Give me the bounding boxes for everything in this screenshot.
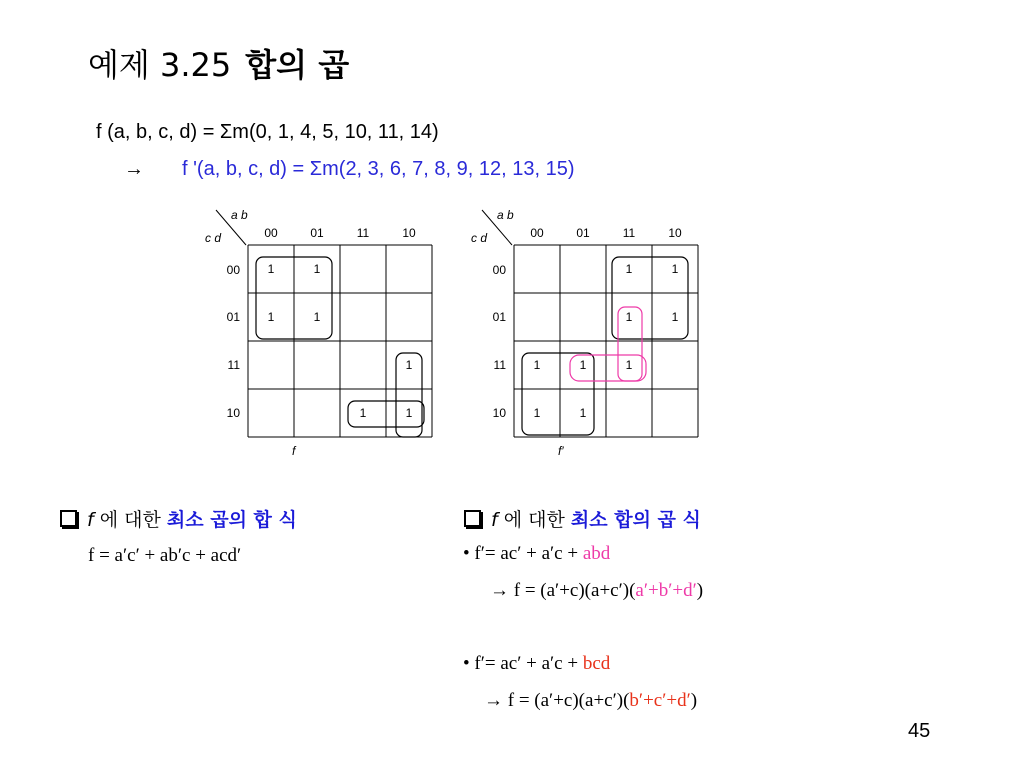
kmap-grid [248, 245, 432, 437]
right-heading [464, 505, 701, 532]
kmap-row-label: 01 [492, 310, 506, 324]
checkbox-bullet-icon [60, 510, 77, 527]
kmap-cell-value: 1 [579, 358, 587, 372]
kmap-cell-value: 1 [625, 262, 633, 276]
result-1-end: ) [696, 580, 704, 601]
kmap-corner-ab: a b [231, 208, 248, 222]
kmap-cell-value: 1 [579, 406, 587, 420]
kmap-row-label: 00 [492, 263, 506, 277]
bullet-2-term: bcd [582, 653, 611, 674]
kmap-col-label: 11 [622, 226, 636, 240]
arrow-icon: → [490, 580, 509, 601]
kmap-col-label: 11 [356, 226, 370, 240]
kmap-cell-value: 1 [267, 262, 275, 276]
kmap-cell-value: 1 [671, 310, 679, 324]
complement-definition [124, 158, 574, 181]
kmap-cell-value: 1 [405, 406, 413, 420]
checkbox-bullet-icon [464, 510, 481, 527]
kmap-f-prime-svg [462, 205, 722, 460]
kmap-f-prime [462, 205, 722, 460]
kmap-col-label: 00 [264, 226, 278, 240]
kmap-col-label: 01 [310, 226, 324, 240]
heading-mid: 에 대한 [99, 509, 161, 531]
heading-highlight: 최소 곱의 합 식 [166, 509, 297, 531]
heading-highlight: 최소 합의 곱 식 [570, 509, 701, 531]
arrow-icon: → [124, 158, 144, 180]
arrow-icon: → [484, 690, 503, 711]
result-2-text: f = (a′+c)(a+c′)( [507, 690, 630, 711]
bullet-2-text: • f′= ac′ + a′c + [463, 653, 583, 674]
page-title [88, 40, 349, 86]
result-1 [490, 580, 703, 602]
result-1-term: a′+b′+d′ [635, 580, 697, 601]
kmap-row-label: 00 [226, 263, 240, 277]
bullet-1 [463, 543, 610, 565]
kmap-row-label: 10 [226, 406, 240, 420]
kmap-f-svg [196, 205, 456, 460]
kmap-col-label: 00 [530, 226, 544, 240]
kmap-cell-value: 1 [313, 310, 321, 324]
kmap-row-label: 11 [227, 358, 240, 372]
kmap-row-label: 11 [493, 358, 506, 372]
title-main: 합의 곱 [245, 46, 350, 84]
result-1-text: f = (a′+c)(a+c′)( [513, 580, 636, 601]
kmap-col-label: 10 [668, 226, 682, 240]
sop-formula: f = a′c′ + ab′c + acd′ [88, 545, 242, 566]
bullet-1-text: • f′= ac′ + a′c + [463, 543, 583, 564]
kmap-grid [514, 245, 698, 437]
bullet-1-term: abd [582, 543, 611, 564]
function-definition: f (a, b, c, d) = Σm(0, 1, 4, 5, 10, 11, 14) [96, 121, 439, 143]
kmap-col-label: 01 [576, 226, 590, 240]
kmap-cell-value: 1 [533, 406, 541, 420]
kmap-caption: f′ [558, 444, 564, 458]
title-prefix: 예제 3.25 [88, 46, 232, 84]
kmap-cell-value: 1 [533, 358, 541, 372]
heading-f: f [87, 509, 94, 531]
kmap-caption: f [292, 444, 296, 458]
result-2-end: ) [690, 690, 698, 711]
kmap-cell-value: 1 [671, 262, 679, 276]
kmap-corner-ab: a b [497, 208, 514, 222]
kmap-col-label: 10 [402, 226, 416, 240]
kmap-row-label: 01 [226, 310, 240, 324]
kmap-cell-value: 1 [625, 358, 633, 372]
complement-definition-text: f '(a, b, c, d) = Σm(2, 3, 6, 7, 8, 9, 12, 13, 15) [182, 158, 575, 180]
result-2 [484, 690, 697, 712]
kmap-row-label: 10 [492, 406, 506, 420]
kmap-groups [522, 257, 688, 435]
left-heading [60, 505, 297, 532]
kmap-corner-cd: c d [471, 231, 488, 245]
kmap-cell-value: 1 [313, 262, 321, 276]
kmap-cell-value: 1 [267, 310, 275, 324]
kmap-f [196, 205, 456, 460]
kmap-corner-cd: c d [205, 231, 222, 245]
page-number: 45 [908, 720, 931, 742]
kmap-cell-value: 1 [625, 310, 633, 324]
kmap-cell-value: 1 [359, 406, 367, 420]
bullet-2 [463, 653, 610, 675]
kmap-cell-value: 1 [405, 358, 413, 372]
heading-mid: 에 대한 [503, 509, 565, 531]
result-2-term: b′+c′+d′ [629, 690, 691, 711]
heading-f: f [491, 509, 498, 531]
